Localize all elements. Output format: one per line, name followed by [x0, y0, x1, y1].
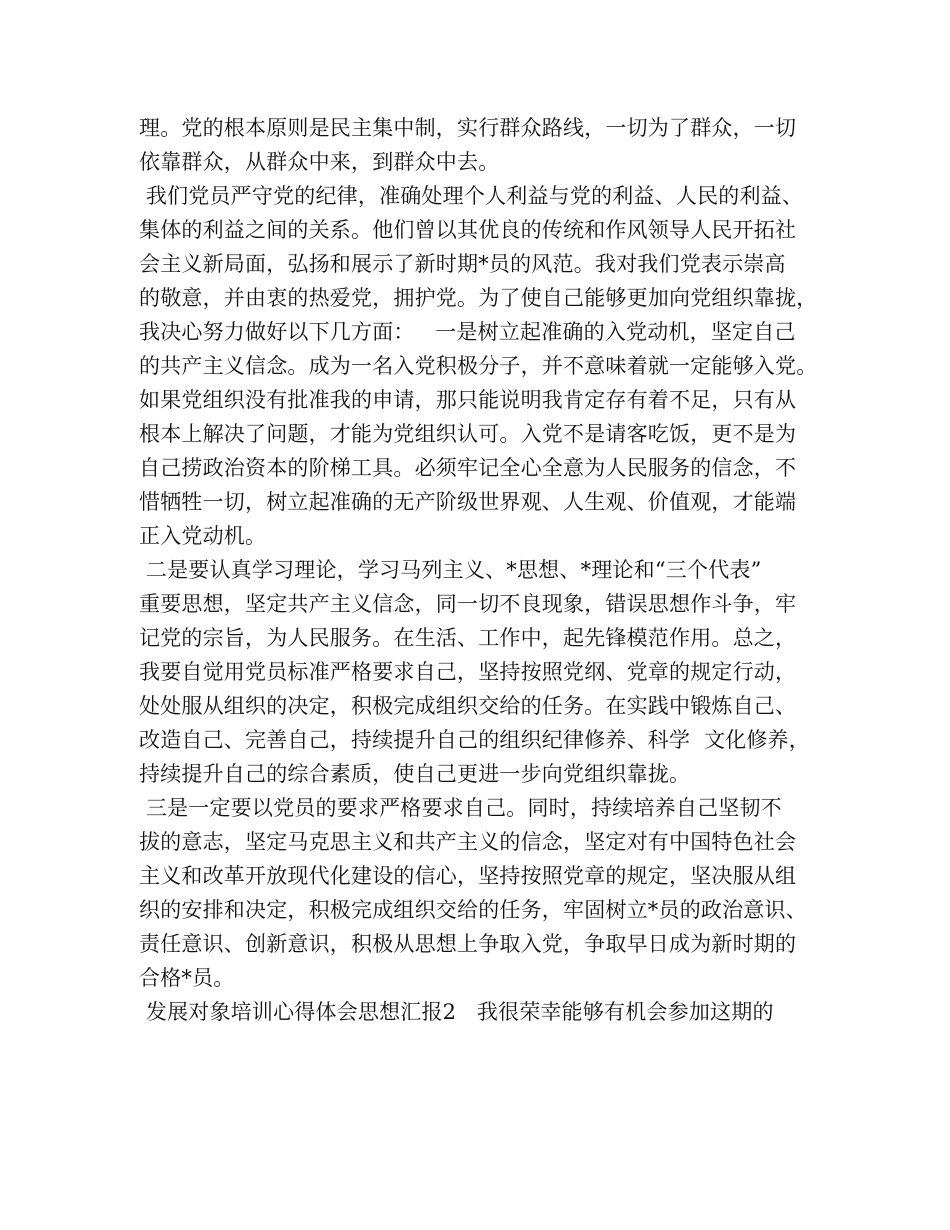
text-line: 责任意识、创新意识，积极从思想上争取入党，争取早日成为新时期的 — [139, 932, 797, 956]
text-line: 根本上解决了问题，才能为党组织认可。入党不是请客吃饭，更不是为 — [139, 422, 797, 446]
text-line: 三是一定要以党员的要求严格要求自己。同时，持续培养自己坚韧不 — [139, 796, 782, 820]
text-line: 发展对象培训心得体会思想汇报2 我很荣幸能够有机会参加这期的 — [139, 1000, 774, 1024]
text-line: 持续提升自己的综合素质，使自己更进一步向党组织靠拢。 — [139, 762, 691, 786]
text-line: 理。党的根本原则是民主集中制，实行群众路线，一切为了群众，一切 — [139, 116, 797, 140]
text-line: 重要思想，坚定共产主义信念，同一切不良现象，错误思想作斗争，牢 — [139, 592, 797, 616]
text-line: 我决心努力做好以下几方面： 一是树立起准确的入党动机，坚定自己 — [139, 320, 796, 344]
text-line: 如果党组织没有批准我的申请，那只能说明我肯定存有着不足，只有从 — [139, 388, 797, 412]
text-line: 我们党员严守党的纪律，准确处理个人利益与党的利益、人民的利益、 — [139, 184, 804, 208]
text-line: 依靠群众，从群众中来，到群众中去。 — [139, 150, 500, 174]
text-line: 惜牺牲一切，树立起准确的无产阶级世界观、人生观、价值观，才能端 — [139, 490, 797, 514]
text-line: 改造自己、完善自己，持续提升自己的组织纪律修养、科学 文化修养， — [139, 728, 810, 752]
text-line: 会主义新局面，弘扬和展示了新时期*员的风范。我对我们党表示崇高 — [139, 252, 786, 276]
text-line: 拔的意志，坚定马克思主义和共产主义的信念，坚定对有中国特色社会 — [139, 830, 797, 854]
text-line: 集体的利益之间的关系。他们曾以其优良的传统和作风领导人民开拓社 — [139, 218, 797, 242]
text-line: 我要自觉用党员标准严格要求自己，坚持按照党纲、党章的规定行动， — [139, 660, 797, 684]
text-line: 正入党动机。 — [139, 524, 267, 548]
text-line: 自己捞政治资本的阶梯工具。必须牢记全心全意为人民服务的信念，不 — [139, 456, 797, 480]
text-line: 的共产主义信念。成为一名入党积极分子，并不意味着就一定能够入党。 — [139, 354, 818, 378]
text-line: 处处服从组织的决定，积极完成组织交给的任务。在实践中锻炼自己、 — [139, 694, 797, 718]
text-line: 主义和改革开放现代化建设的信心，坚持按照党章的规定，坚决服从组 — [139, 864, 797, 888]
text-line: 的敬意，并由衷的热爱党，拥护党。为了使自己能够更加向党组织靠拢， — [139, 286, 818, 310]
text-line: 记党的宗旨，为人民服务。在生活、工作中，起先锋模范作用。总之， — [139, 626, 797, 650]
text-line: 二是要认真学习理论，学习马列主义、*思想、*理论和“三个代表” — [139, 558, 762, 582]
text-line: 合格*员。 — [139, 966, 235, 990]
text-line: 织的安排和决定，积极完成组织交给的任务，牢固树立*员的政治意识、 — [139, 898, 807, 922]
